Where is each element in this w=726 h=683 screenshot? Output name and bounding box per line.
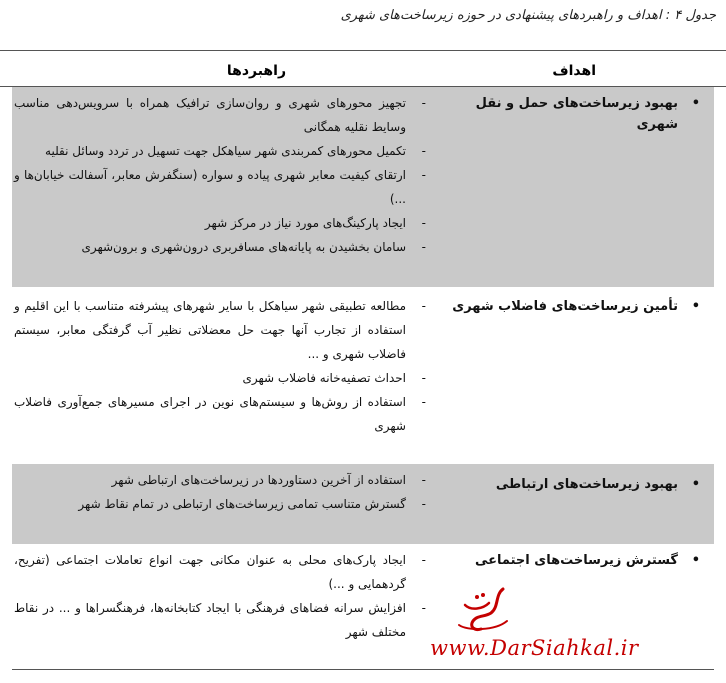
table-row: [12, 290, 714, 460]
dash-icon: -: [421, 240, 426, 254]
strategy-list: [14, 468, 432, 516]
strategy-list: [14, 91, 432, 259]
bullet-icon: •: [691, 299, 700, 314]
goal-text: بهبود زیرساخت‌های ارتباطی: [495, 477, 678, 492]
dash-icon: -: [421, 144, 426, 158]
list-item: - مطالعه تطبیقی شهر سیاهکل با سایر شهرهای پیشرفته متناسب با این اقلیم و استفاده از تجارب آنها جهت حل معضلاتی نظیر آب گرفتگی معابر، سیستم فاضلاب شهری و ...: [14, 294, 432, 366]
watermark-logo-icon: [455, 585, 515, 635]
dash-icon: -: [421, 553, 426, 567]
column-header-strategies: راهبردها: [226, 63, 286, 79]
list-item: - احداث تصفیه‌خانه فاضلاب شهری: [14, 366, 432, 390]
bullet-icon: •: [691, 553, 700, 568]
goal-text: تأمین زیرساخت‌های فاضلاب شهری: [452, 299, 678, 314]
list-item: - استفاده از آخرین دستاوردها در زیرساخت‌های ارتباطی شهر: [14, 468, 432, 492]
dash-icon: -: [421, 216, 426, 230]
strategy-list: [14, 294, 432, 438]
list-item: - استفاده از روش‌ها و سیستم‌های نوین در اجرای مسیرهای جمع‌آوری فاضلاب شهری: [14, 390, 432, 438]
list-item: - تکمیل محورهای کمربندی شهر سیاهکل جهت تسهیل در تردد وسائل نقلیه: [14, 139, 432, 163]
list-item: - گسترش متناسب تمامی زیرساخت‌های ارتباطی در تمام نقاط شهر: [14, 492, 432, 516]
goal-cell: [438, 93, 700, 135]
column-header-goals: اهداف: [552, 63, 596, 79]
dash-icon: -: [421, 371, 426, 385]
goal-cell: [438, 474, 700, 495]
goal-cell: [438, 550, 700, 571]
list-item: - افزایش سرانه فضاهای فرهنگی با ایجاد کتابخانه‌ها، فرهنگسراها و ... در نقاط مختلف شهر: [14, 596, 432, 644]
dash-icon: -: [421, 299, 426, 313]
list-item: - ایجاد پارکینگ‌های مورد نیاز در مرکز شهر: [14, 211, 432, 235]
dash-icon: -: [421, 96, 426, 110]
bullet-icon: •: [691, 96, 700, 111]
bottom-rule: [12, 669, 714, 670]
dash-icon: -: [421, 601, 426, 615]
goal-text: بهبود زیرساخت‌های حمل و نقل شهری: [475, 96, 678, 132]
list-item: - ایجاد پارک‌های محلی به عنوان مکانی جهت انواع تعاملات اجتماعی (تفریح، گردهمایی و ...): [14, 548, 432, 596]
table-row: [12, 464, 714, 544]
dash-icon: -: [421, 497, 426, 511]
bullet-icon: •: [691, 477, 700, 492]
list-item: - تجهیز محورهای شهری و روان‌سازی ترافیک همراه با سرویس‌دهی مناسب وسایط نقلیه همگانی: [14, 91, 432, 139]
table-row: [12, 87, 714, 287]
list-item: - سامان بخشیدن به پایانه‌های مسافربری درون‌شهری و برون‌شهری: [14, 235, 432, 259]
dash-icon: -: [421, 168, 426, 182]
top-rule: [0, 50, 726, 51]
dash-icon: -: [421, 395, 426, 409]
list-item: - ارتقای کیفیت معابر شهری پیاده و سواره (سنگفرش معابر، آسفالت خیابان‌ها و ...): [14, 163, 432, 211]
watermark-site: www.DarSiahkal.ir: [430, 636, 639, 660]
goal-text: گسترش زیرساخت‌های اجتماعی: [475, 553, 678, 568]
table-caption: جدول ۴ : اهداف و راهبردهای پیشنهادی در حوزه زیرساخت‌های شهری: [340, 8, 716, 23]
goal-cell: [438, 296, 700, 317]
dash-icon: -: [421, 473, 426, 487]
strategy-list: [14, 548, 432, 644]
